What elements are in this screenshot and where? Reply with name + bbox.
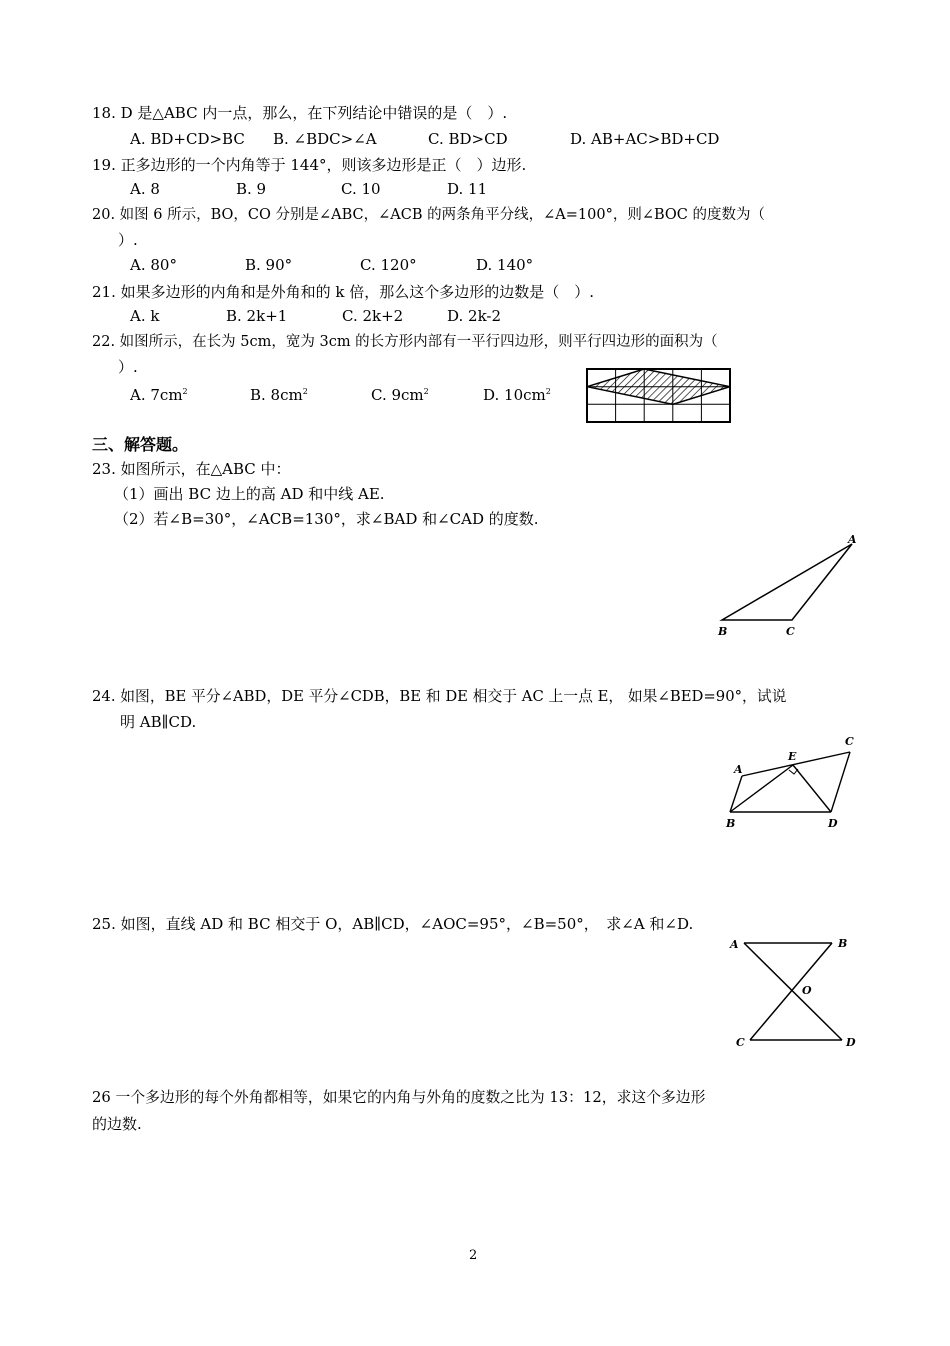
- q22-stem-line1: 22. 如图所示，在长为 5cm，宽为 3cm 的长方形内部有一平行四边形，则平行四边形的面积为（: [92, 334, 718, 350]
- q21-option-b: B. 2k+1: [226, 307, 288, 325]
- q25-label-o: O: [802, 984, 812, 997]
- q24-stem-line1: 24. 如图，BE 平分∠ABD，DE 平分∠CDB，BE 和 DE 相交于 AC 上一点 E， 如果∠BED=90°，试说: [92, 688, 787, 705]
- q18-option-b: B. ∠BDC>∠A: [273, 130, 377, 148]
- q25-stem: 25. 如图，直线 AD 和 BC 相交于 O，AB∥CD，∠AOC=95°，∠B=50°， 求∠A 和∠D.: [92, 915, 694, 933]
- q23-label-a: A: [848, 533, 857, 546]
- q24-label-e: E: [788, 750, 797, 763]
- q22-grid-figure: [586, 368, 732, 424]
- q24-label-d: D: [828, 817, 838, 830]
- q25-label-b: B: [838, 937, 848, 950]
- q24-quadrilateral-figure: [718, 732, 868, 832]
- q25-intersecting-lines-figure: [722, 930, 867, 1052]
- q23-stem: 23. 如图所示，在△ABC 中：: [92, 460, 291, 478]
- q20-option-d: D. 140°: [476, 256, 534, 274]
- q20-option-b: B. 90°: [245, 256, 293, 274]
- q21-stem: 21. 如果多边形的内角和是外角和的 k 倍，那么这个多边形的边数是（ ）.: [92, 283, 595, 301]
- q25-label-d: D: [846, 1036, 856, 1049]
- q24-label-b: B: [726, 817, 736, 830]
- q19-option-c: C. 10: [341, 180, 381, 198]
- q18-option-d: D. AB+AC>BD+CD: [570, 130, 720, 148]
- q23-part1: （1）画出 BC 边上的高 AD 和中线 AE.: [114, 485, 385, 503]
- q22-option-c: C. $9cm^2$: [371, 386, 429, 404]
- q18-stem: 18. D 是△ABC 内一点，那么，在下列结论中错误的是（ ）.: [92, 104, 508, 122]
- q22-option-b: B. $8cm^2$: [250, 386, 308, 404]
- q25-label-a: A: [730, 938, 739, 951]
- q18-option-a: A. BD+CD>BC: [130, 130, 245, 148]
- q21-option-a: A. k: [130, 307, 160, 325]
- q24-label-c: C: [845, 735, 854, 748]
- q22-parallelogram: [587, 369, 730, 404]
- q23-triangle-figure: [712, 530, 862, 642]
- page-number: 2: [469, 1248, 478, 1263]
- q23-part2: （2）若∠B=30°，∠ACB=130°，求∠BAD 和∠CAD 的度数.: [114, 510, 539, 528]
- q18-option-c: C. BD>CD: [428, 130, 508, 148]
- q21-option-d: D. 2k-2: [447, 307, 502, 325]
- q22-option-a: A. $7cm^2$: [130, 386, 188, 404]
- q19-option-b: B. 9: [236, 180, 267, 198]
- q25-label-c: C: [736, 1036, 745, 1049]
- q20-option-c: C. 120°: [360, 256, 417, 274]
- q23-label-b: B: [718, 625, 728, 638]
- q24-label-a: A: [734, 763, 743, 776]
- q22-stem-line2: ）.: [118, 358, 138, 376]
- q22-option-d: D. $10cm^2$: [483, 386, 551, 404]
- q26-stem-line2: 的边数.: [92, 1115, 142, 1133]
- q19-stem: 19. 正多边形的一个内角等于 144°，则该多边形是正（ ）边形.: [92, 156, 527, 174]
- q21-option-c: C. 2k+2: [342, 307, 404, 325]
- q19-option-d: D. 11: [447, 180, 488, 198]
- q20-stem-line1: 20. 如图 6 所示，BO，CO 分别是∠ABC，∠ACB 的两条角平分线，∠A=100°，则∠BOC 的度数为（: [92, 207, 765, 223]
- q20-option-a: A. 80°: [130, 256, 177, 274]
- q20-stem-line2: ）.: [118, 231, 138, 249]
- q19-option-a: A. 8: [130, 180, 160, 198]
- q24-stem-line2: 明 AB∥CD.: [120, 713, 197, 731]
- q26-stem-line1: 26 一个多边形的每个外角都相等，如果它的内角与外角的度数之比为 13：12，求这个多边形: [92, 1089, 706, 1106]
- section-title-answers: 三、解答题。: [92, 435, 189, 454]
- q23-label-c: C: [786, 625, 795, 638]
